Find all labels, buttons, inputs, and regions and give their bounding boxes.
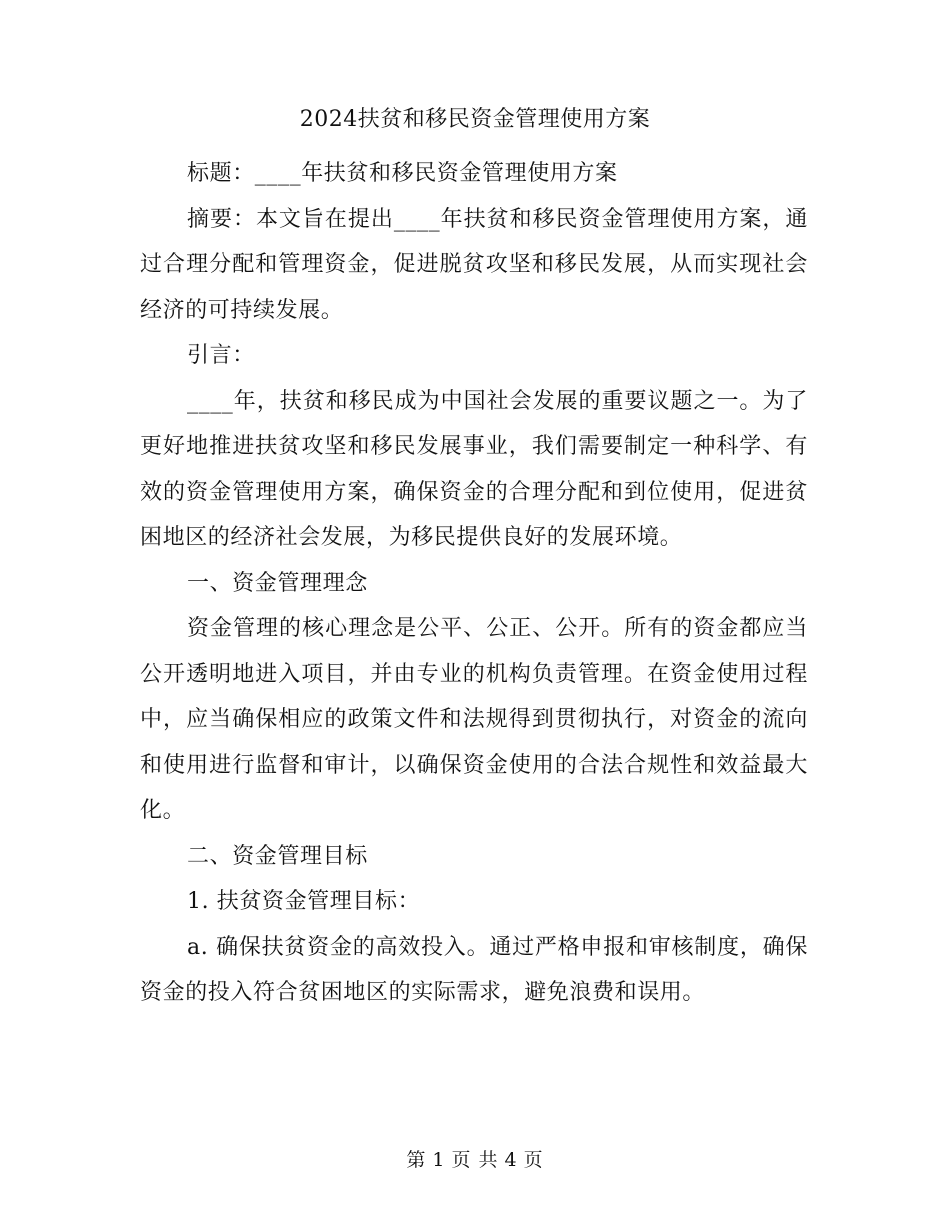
paragraph-intro-label: 引言： [187,343,255,368]
page-footer [0,1146,950,1174]
footer-suffix: 页 [523,1149,544,1171]
footer-mid: 页 共 [451,1149,499,1171]
paragraph-intro: ____年，扶贫和移民成为中国社会发展的重要议题之一。为了更好地推进扶贫攻坚和移民发展事业，我们需要制定一种科学、有效的资金管理使用方案，确保资金的合理分配和到位使用，促进贫困地区的经济社会发展，为移民提供良好的发展环境。 [140,388,808,550]
footer-total-pages: 4 [504,1149,518,1171]
document-title: 2024扶贫和移民资金管理使用方案 [299,107,651,132]
section-heading-2: 二、资金管理目标 [187,843,368,869]
subsection-heading-1: 1. 扶贫资金管理目标： [187,889,421,914]
paragraph-abstract: 摘要：本文旨在提出____年扶贫和移民资金管理使用方案，通过合理分配和管理资金，促进脱贫攻坚和移民发展，从而实现社会经济的可持续发展。 [140,206,808,323]
footer-prefix: 第 [406,1149,427,1171]
list-item-a: a. 确保扶贫资金的高效投入。通过严格申报和审核制度，确保资金的投入符合贫困地区的实际需求，避免浪费和误用。 [140,934,808,1005]
paragraph-section-1: 资金管理的核心理念是公平、公正、公开。所有的资金都应当公开透明地进入项目，并由专业的机构负责管理。在资金使用过程中，应当确保相应的政策文件和法规得到贯彻执行，对资金的流向和使用进行监督和审计，以确保资金使用的合法合规性和效益最大化。 [140,616,808,823]
footer-current-page: 1 [432,1149,446,1171]
document-body [140,151,808,1016]
paragraph-heading-line: 标题：____年扶贫和移民资金管理使用方案 [187,161,618,186]
section-heading-1: 一、资金管理理念 [187,570,368,596]
